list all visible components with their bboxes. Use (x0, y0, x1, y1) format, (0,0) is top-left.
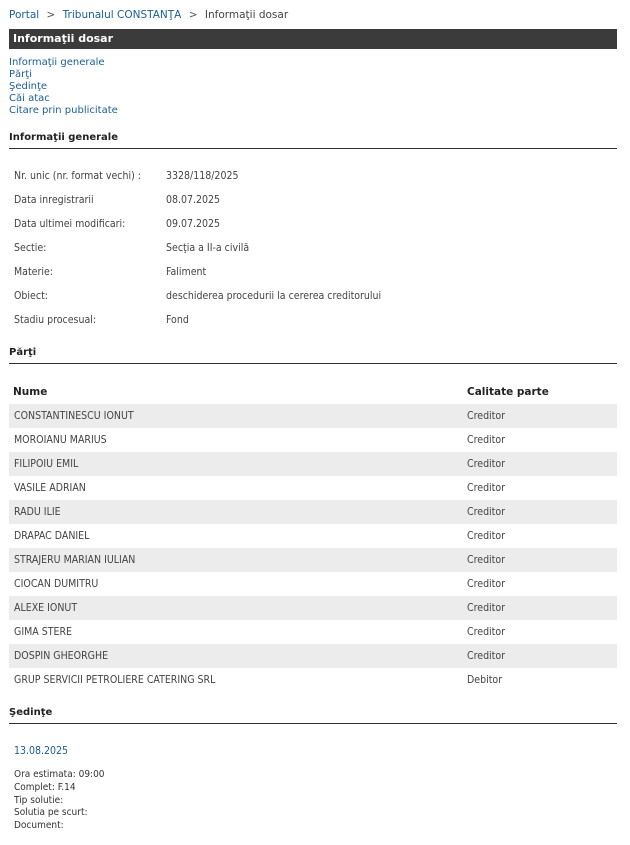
table-row (9, 476, 617, 500)
nav-link-cai-atac[interactable]: Căi atac (9, 93, 50, 104)
info-value: 3328/118/2025 (166, 170, 239, 182)
info-label: Data ultimei modificari: (14, 218, 126, 230)
breadcrumb-tribunal-link[interactable]: Tribunalul CONSTANŢA (62, 9, 182, 21)
info-label: Nr. unic (nr. format vechi) : (14, 170, 141, 182)
party-name: GRUP SERVICII PETROLIERE CATERING SRL (14, 674, 216, 686)
info-value: 08.07.2025 (166, 194, 221, 206)
hearing-panel: Complet: F.14 (14, 781, 76, 793)
party-role: Creditor (462, 644, 617, 668)
party-name: GIMA STERE (14, 626, 72, 638)
table-row (9, 548, 617, 572)
party-role: Creditor (462, 500, 617, 524)
section-heading-parti: Părţi (9, 347, 617, 364)
party-name: RADU ILIE (9, 500, 462, 524)
page-title: Informaţii dosar (9, 29, 617, 49)
table-row (9, 572, 617, 596)
section-nav (9, 57, 118, 117)
table-row (9, 644, 617, 668)
party-name: DRAPAC DANIEL (14, 530, 90, 542)
column-header-nume: Nume (13, 386, 48, 398)
breadcrumb-separator: > (188, 9, 198, 21)
party-role: Debitor (467, 674, 503, 686)
table-row (9, 620, 617, 644)
hearing-date: 13.08.2025 (14, 745, 69, 757)
info-value: Faliment (166, 266, 207, 278)
info-label: Stadiu procesual: (14, 314, 97, 326)
info-label: Sectie: (14, 242, 47, 254)
nav-link-parti[interactable]: Părţi (9, 69, 32, 80)
info-value: deschiderea procedurii la cererea creditorului (166, 290, 382, 302)
nav-link-sedinte[interactable]: Şedinţe (9, 81, 48, 92)
party-name: ALEXE IONUT (9, 596, 462, 620)
info-value: Secţia a II-a civilă (166, 242, 250, 254)
info-label: Obiect: (14, 290, 48, 302)
hearing-document: Document: (14, 820, 64, 832)
party-name: CIOCAN DUMITRU (14, 578, 99, 590)
party-role: Creditor (462, 548, 617, 572)
party-name: STRAJERU MARIAN IULIAN (9, 548, 462, 572)
party-name: MOROIANU MARIUS (14, 434, 107, 446)
column-header-calitate: Calitate parte (467, 386, 549, 398)
party-role: Creditor (462, 452, 617, 476)
info-value: Fond (166, 314, 189, 326)
table-header-row (9, 380, 617, 404)
hearing-time: Ora estimata: 09:00 (14, 769, 105, 780)
party-role: Creditor (467, 482, 506, 494)
party-name: DOSPIN GHEORGHE (9, 644, 462, 668)
hearing-details (14, 769, 105, 833)
parties-table (9, 380, 617, 692)
section-heading-general: Informaţii generale (9, 132, 617, 149)
party-role: Creditor (467, 530, 506, 542)
table-row (9, 668, 617, 692)
table-row (9, 428, 617, 452)
section-heading-sedinte: Şedinţe (9, 707, 617, 724)
hearing-solution-summary: Solutia pe scurt: (14, 807, 88, 819)
party-role: Creditor (467, 434, 506, 446)
info-label: Data inregistrarii (14, 194, 94, 206)
table-row (9, 404, 617, 428)
party-role: Creditor (462, 404, 617, 428)
info-value: 09.07.2025 (166, 218, 221, 230)
breadcrumb-current: Informaţii dosar (204, 9, 289, 21)
table-row (9, 452, 617, 476)
nav-link-citare-publicitate[interactable]: Citare prin publicitate (9, 105, 118, 116)
party-role: Creditor (467, 578, 506, 590)
table-row (9, 524, 617, 548)
breadcrumb-portal-link[interactable]: Portal (9, 9, 40, 21)
table-row (9, 596, 617, 620)
party-name: FILIPOIU EMIL (9, 452, 462, 476)
party-role: Creditor (467, 626, 506, 638)
table-row (9, 500, 617, 524)
hearing-solution-type: Tip solutie: (14, 794, 64, 806)
breadcrumb-separator: > (46, 9, 56, 21)
party-role: Creditor (462, 596, 617, 620)
nav-link-informatii-generale[interactable]: Informaţii generale (9, 57, 105, 68)
info-label: Materie: (14, 266, 53, 278)
party-name: VASILE ADRIAN (14, 482, 86, 494)
breadcrumb (9, 9, 288, 21)
party-name: CONSTANTINESCU IONUT (9, 404, 462, 428)
